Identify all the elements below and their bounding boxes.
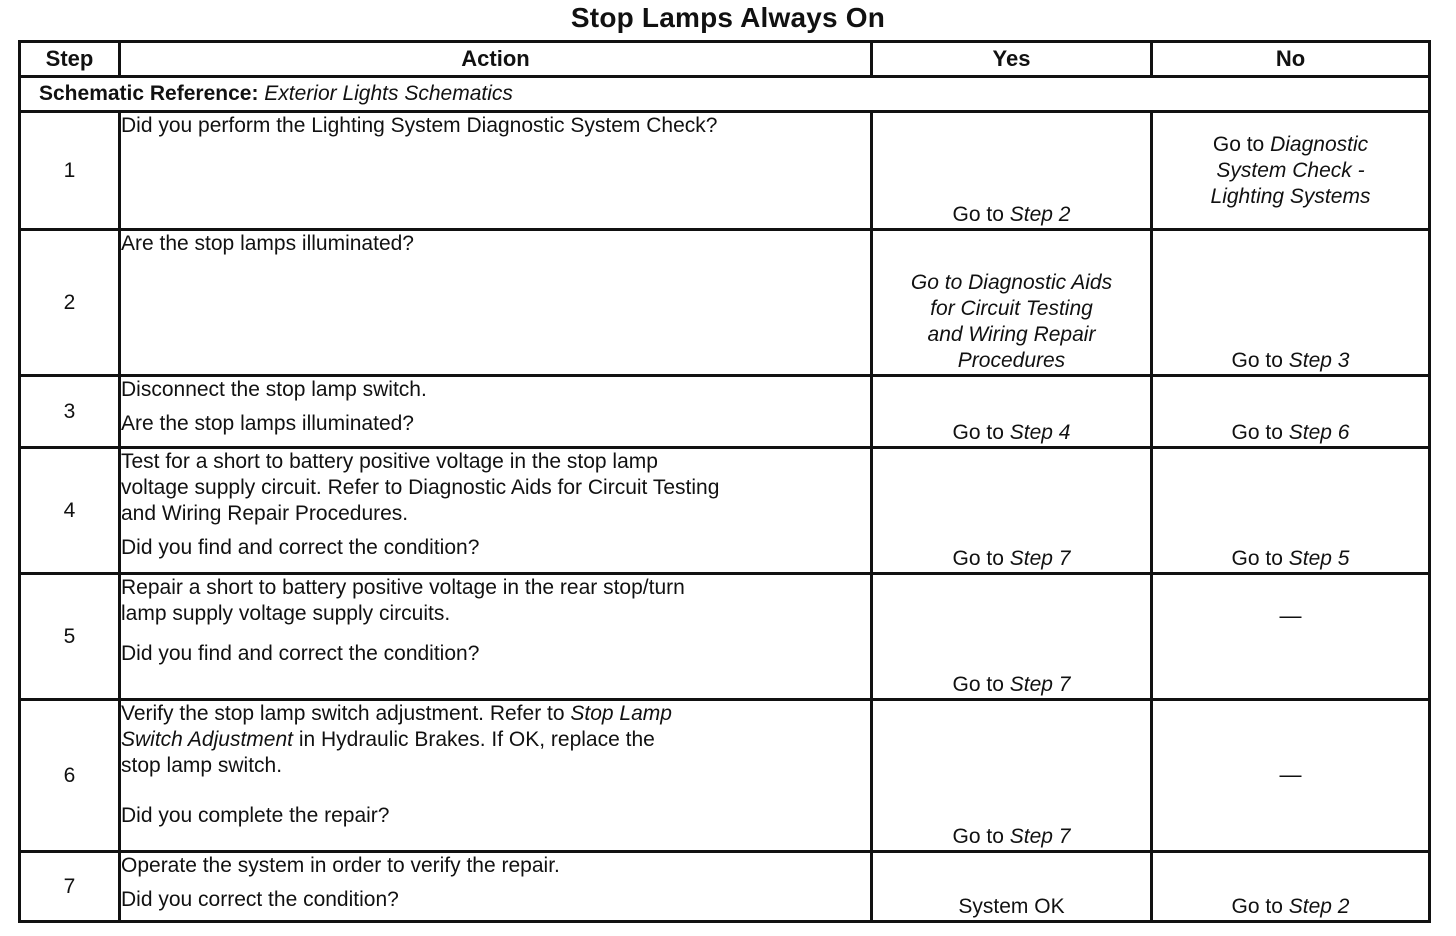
yes-step-link: Step 4 xyxy=(1009,421,1071,444)
action-text: Repair a short to battery positive voltage in the rear stop/turn xyxy=(121,576,685,599)
table-header-row xyxy=(20,42,1430,77)
no-step-link: Step 2 xyxy=(1288,895,1350,918)
yes-ref-link: Go to Diagnostic Aids xyxy=(910,271,1113,294)
action-cell xyxy=(120,448,872,574)
header-step: Step xyxy=(20,42,120,77)
no-prefix: Go to xyxy=(1231,547,1283,570)
action-text: Did you perform the Lighting System Diagnostic System Check? xyxy=(121,114,718,137)
table-row xyxy=(20,230,1430,376)
yes-step-link: Step 7 xyxy=(1009,825,1071,848)
stop-lamp-adjustment-link: Stop Lamp xyxy=(570,702,672,725)
yes-cell xyxy=(872,230,1152,376)
header-action: Action xyxy=(120,42,872,77)
action-question: Did you complete the repair? xyxy=(121,804,390,827)
action-question: Did you find and correct the condition? xyxy=(121,642,480,665)
no-cell xyxy=(1152,574,1430,700)
yes-step-link: Step 2 xyxy=(1009,203,1071,226)
action-text: voltage supply circuit. Refer to Diagnostic Aids for Circuit Testing xyxy=(121,476,720,499)
schematic-reference-row xyxy=(20,77,1430,112)
step-number: 6 xyxy=(20,700,120,852)
header-yes: Yes xyxy=(872,42,1152,77)
page-title: Stop Lamps Always On xyxy=(570,2,886,33)
yes-step-link: Step 7 xyxy=(1009,673,1071,696)
action-text: Test for a short to battery positive voltage in the stop lamp xyxy=(121,450,658,473)
yes-prefix: Go to xyxy=(952,673,1004,696)
no-cell xyxy=(1152,700,1430,852)
no-dash: — xyxy=(1279,762,1302,787)
step-number: 5 xyxy=(20,574,120,700)
yes-step-link: Step 7 xyxy=(1009,547,1071,570)
action-text: Operate the system in order to verify the repair. xyxy=(121,854,560,877)
stop-lamp-adjustment-link: Switch Adjustment xyxy=(121,728,293,751)
no-prefix: Go to xyxy=(1231,349,1283,372)
action-cell xyxy=(120,852,872,922)
yes-prefix: Go to xyxy=(952,825,1004,848)
no-cell xyxy=(1152,852,1430,922)
action-cell xyxy=(120,230,872,376)
table-row xyxy=(20,448,1430,574)
table-row xyxy=(20,852,1430,922)
step-number: 3 xyxy=(20,376,120,448)
action-text: Disconnect the stop lamp switch. xyxy=(121,378,427,401)
yes-cell xyxy=(872,852,1152,922)
action-text: Verify the stop lamp switch adjustment. Refer to xyxy=(121,702,565,725)
action-text: stop lamp switch. xyxy=(121,754,283,777)
step-number: 7 xyxy=(20,852,120,922)
action-question: Are the stop lamps illuminated? xyxy=(121,412,414,435)
table-row xyxy=(20,112,1430,230)
schematic-link: Exterior Lights Schematics xyxy=(264,82,513,105)
no-step-link: Step 3 xyxy=(1288,349,1350,372)
yes-prefix: Go to xyxy=(952,421,1004,444)
yes-result: System OK xyxy=(958,895,1065,918)
diagnostic-table xyxy=(18,40,1431,923)
yes-cell xyxy=(872,574,1152,700)
action-cell xyxy=(120,574,872,700)
yes-prefix: Go to xyxy=(952,203,1004,226)
no-step-link: Step 5 xyxy=(1288,547,1350,570)
header-no: No xyxy=(1152,42,1430,77)
action-text: lamp supply voltage supply circuits. xyxy=(121,602,451,625)
action-text: and Wiring Repair Procedures. xyxy=(121,502,409,525)
no-dash: — xyxy=(1279,603,1302,628)
table-row xyxy=(20,574,1430,700)
no-cell xyxy=(1152,230,1430,376)
action-cell xyxy=(120,700,872,852)
action-text: in Hydraulic Brakes. If OK, replace the xyxy=(298,728,655,751)
yes-ref-link: and Wiring Repair xyxy=(927,323,1096,346)
schematic-label: Schematic Reference: xyxy=(39,82,259,105)
yes-ref-link: for Circuit Testing xyxy=(930,297,1093,320)
yes-cell xyxy=(872,448,1152,574)
yes-cell xyxy=(872,700,1152,852)
no-prefix: Go to xyxy=(1231,895,1283,918)
yes-prefix: Go to xyxy=(952,547,1004,570)
no-prefix: Go to xyxy=(1212,132,1265,156)
action-text: Are the stop lamps illuminated? xyxy=(121,232,414,255)
table-row xyxy=(20,700,1430,852)
action-cell xyxy=(120,376,872,448)
step-number: 2 xyxy=(20,230,120,376)
action-question: Did you find and correct the condition? xyxy=(121,536,480,559)
yes-ref-link: Procedures xyxy=(957,349,1066,372)
no-ref-link: System Check - xyxy=(1216,158,1365,182)
no-cell xyxy=(1152,112,1430,230)
action-cell xyxy=(120,112,872,230)
no-step-link: Step 6 xyxy=(1288,421,1350,444)
schematic-reference xyxy=(20,77,1430,112)
step-number: 1 xyxy=(20,112,120,230)
no-cell xyxy=(1152,376,1430,448)
action-question: Did you correct the condition? xyxy=(121,888,399,911)
yes-cell xyxy=(872,112,1152,230)
no-ref-link: Lighting Systems xyxy=(1210,184,1371,208)
yes-cell xyxy=(872,376,1152,448)
no-prefix: Go to xyxy=(1231,421,1283,444)
table-row xyxy=(20,376,1430,448)
step-number: 4 xyxy=(20,448,120,574)
no-ref-link: Diagnostic xyxy=(1270,132,1369,156)
no-cell xyxy=(1152,448,1430,574)
